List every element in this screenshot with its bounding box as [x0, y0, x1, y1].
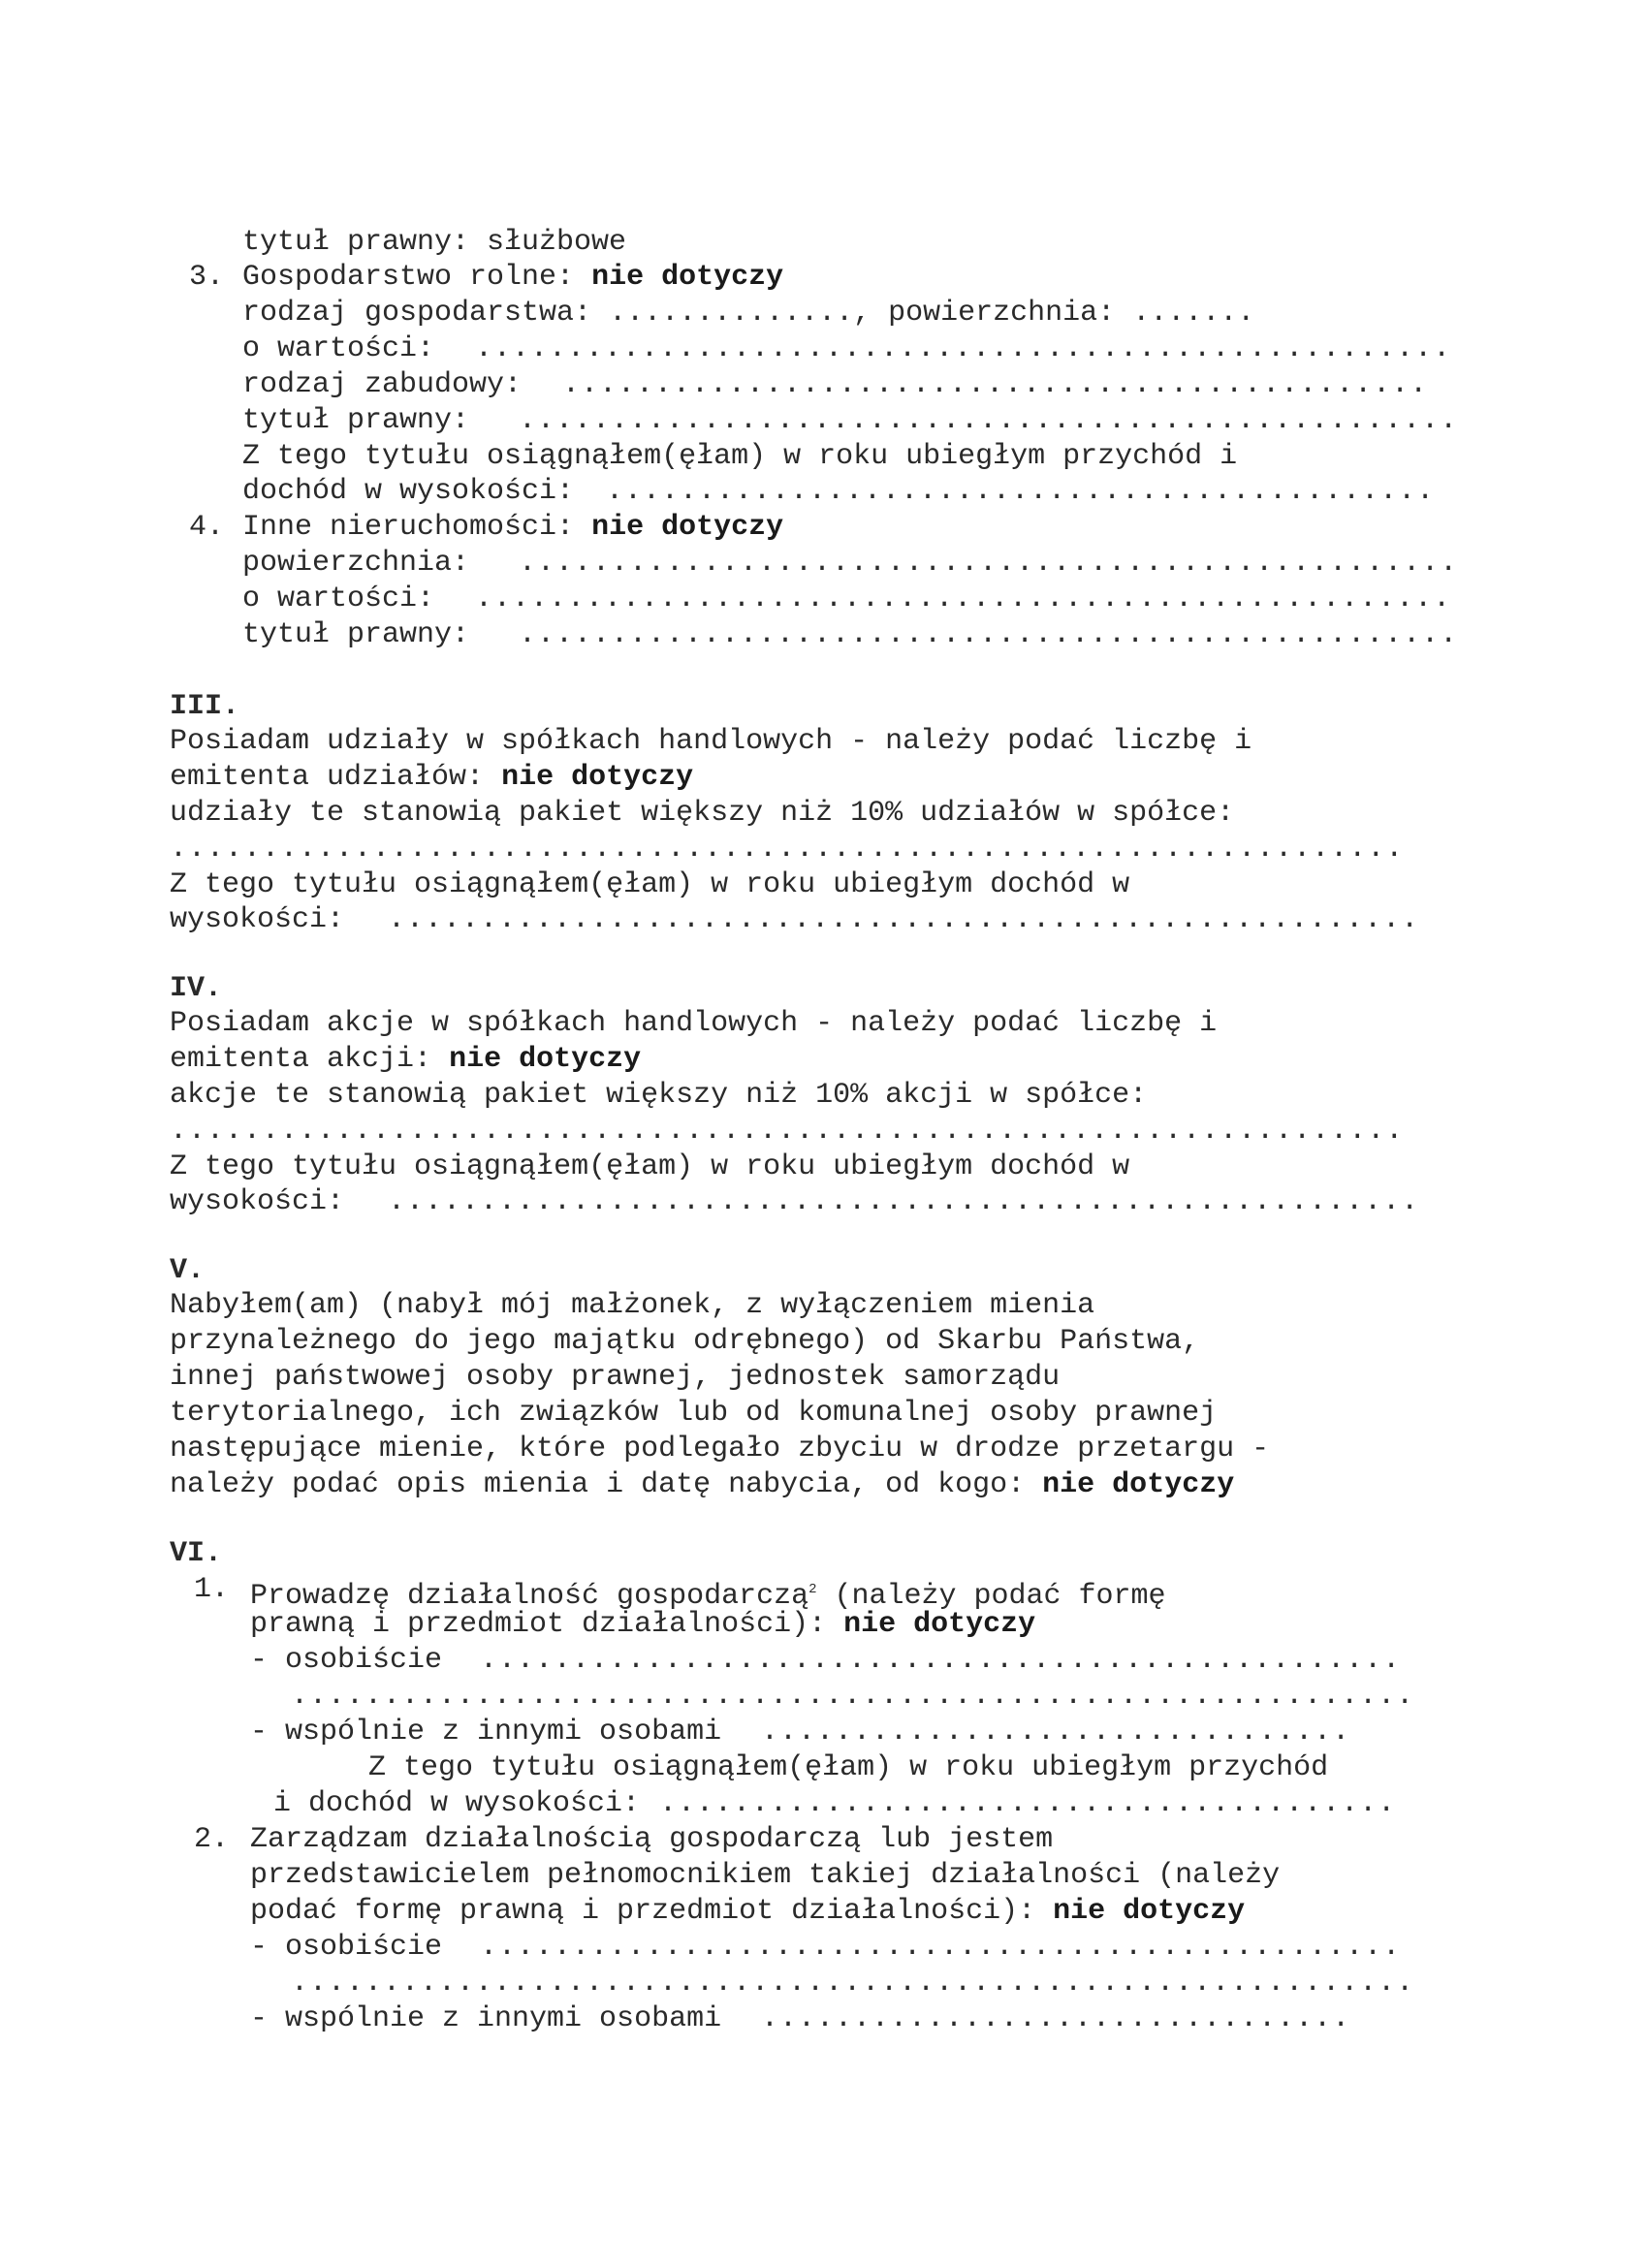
item3-area-dots: ....... — [1132, 297, 1255, 330]
section-iv-value: nie dotyczy — [449, 1043, 642, 1076]
vi-item1-jointly: - wspólnie z innymi osobami — [250, 1716, 722, 1748]
vi-item1-personally: - osobiście — [250, 1644, 443, 1677]
section-iv-label: emitenta akcji: — [170, 1043, 432, 1076]
item3-type-label: rodzaj gospodarstwa: — [242, 297, 592, 330]
vi-item2-personally: - osobiście — [250, 1931, 443, 1964]
item4-line — [242, 510, 783, 545]
section-iv-line2 — [170, 1042, 641, 1077]
item3-title-label: tytuł prawny: — [242, 404, 470, 437]
item3-label: Gospodarstwo rolne: — [242, 261, 575, 294]
section-v-line6 — [170, 1467, 1234, 1502]
item3-type-line — [242, 296, 1254, 331]
section-iii-value: nie dotyczy — [501, 761, 694, 794]
vi-item2-line2: przedstawicielem pełnomocnikiem takiej działalności (należy — [250, 1859, 1281, 1892]
section-iii-dots: ................................................................... — [170, 833, 1405, 866]
section-v-value: nie dotyczy — [1042, 1468, 1235, 1501]
item3-income-line1: Z tego tytułu osiągnąłem(ęłam) w roku ubiegłym przychód i — [242, 440, 1238, 473]
section-iii-line5: Z tego tytułu osiągnąłem(ęłam) w roku ubiegłym dochód w — [170, 868, 1130, 901]
vi-item2-personally-dots: .................................................. — [480, 1931, 1402, 1964]
vi-item2-value: nie dotyczy — [1053, 1895, 1246, 1928]
section-iii-income-dots: ........................................................ — [388, 903, 1420, 936]
item4-title-dots: ................................................... — [519, 618, 1459, 651]
vi-item1-personally-dots2: ............................................................. — [291, 1680, 1415, 1713]
vi-item1-label: prawną i przedmiot działalności): — [250, 1608, 827, 1641]
vi-item2-line1: Zarządzam działalnością gospodarczą lub jestem — [250, 1823, 1054, 1856]
vi-item1-text-b: (należy podać formę — [816, 1580, 1166, 1613]
section-vi-heading: VI. — [170, 1537, 223, 1570]
vi-item1-line2 — [250, 1607, 1035, 1642]
section-v-line3: innej państwowej osoby prawnej, jednostek samorządu — [170, 1361, 1061, 1394]
section-iii-label: emitenta udziałów: — [170, 761, 485, 794]
item4-worth-dots: ..................................................... — [475, 583, 1452, 615]
title-line: tytuł prawny: służbowe — [242, 226, 627, 259]
item3-type-dots: .............., — [609, 297, 872, 330]
item4-area-label: powierzchnia: — [242, 547, 470, 580]
vi-item2-jointly-dots: ................................ — [761, 2002, 1351, 2035]
vi-item1-income1: Z tego tytułu osiągnąłem(ęłam) w roku ubiegłym przychód — [368, 1751, 1329, 1784]
section-iii-line1: Posiadam udziały w spółkach handlowych - należy podać liczbę i — [170, 725, 1252, 758]
item4-label: Inne nieruchomości: — [242, 511, 575, 544]
item4-title-label: tytuł prawny: — [242, 618, 470, 651]
section-iv-dots: ................................................................... — [170, 1115, 1405, 1148]
vi-item1-jointly-dots: ................................ — [761, 1716, 1351, 1748]
item3-number: 3. — [189, 261, 225, 294]
item3-building-label: rodzaj zabudowy: — [242, 368, 523, 401]
section-iv-heading: IV. — [170, 972, 223, 1005]
vi-item1-text-a: Prowadzę działalność gospodarczą — [250, 1580, 809, 1613]
section-iii-line2 — [170, 760, 693, 795]
vi-item1-income-dots: ........................................ — [659, 1787, 1397, 1820]
item3-worth-dots: ..................................................... — [475, 332, 1452, 365]
item3-building-dots: ............................................... — [562, 368, 1429, 401]
item4-worth-label: o wartości: — [242, 583, 435, 615]
item3-title-dots: ................................................... — [519, 404, 1459, 437]
item3-line — [242, 260, 783, 295]
section-iii-line3: udziały te stanowią pakiet większy niż 10% udziałów w spółce: — [170, 797, 1235, 830]
vi-item2-personally-dots2: ............................................................. — [291, 1967, 1415, 2000]
vi-item1-personally-dots: .................................................. — [480, 1644, 1402, 1677]
section-v-line5: następujące mienie, które podlegało zbyciu w drodze przetargu - — [170, 1433, 1270, 1465]
vi-item2-jointly: - wspólnie z innymi osobami — [250, 2002, 722, 2035]
item4-area-dots: ................................................... — [519, 547, 1459, 580]
item3-income-line2: dochód w wysokości: — [242, 475, 575, 508]
section-v-line2: przynależnego do jego majątku odrębnego) od Skarbu Państwa, — [170, 1325, 1200, 1358]
section-v-label: należy podać opis mienia i datę nabycia, od kogo: — [170, 1468, 1026, 1501]
item3-worth-label: o wartości: — [242, 332, 435, 365]
section-iii-line6: wysokości: — [170, 903, 345, 936]
item3-value: nie dotyczy — [591, 261, 784, 294]
section-v-line1: Nabyłem(am) (nabył mój małżonek, z wyłączeniem mienia — [170, 1289, 1095, 1322]
section-v-line4: terytorialnego, ich związków lub od komunalnej osoby prawnej — [170, 1397, 1218, 1430]
vi-item2-line3 — [250, 1894, 1245, 1929]
vi-item2-label: podać formę prawną i przedmiot działalności): — [250, 1895, 1036, 1928]
section-iii-heading: III. — [170, 690, 240, 723]
footnote-ref: 2 — [808, 1582, 817, 1597]
section-v-heading: V. — [170, 1254, 206, 1287]
item4-value: nie dotyczy — [591, 511, 784, 544]
vi-item2-number: 2. — [194, 1823, 230, 1856]
vi-item1-value: nie dotyczy — [843, 1608, 1036, 1641]
item3-income-dots: ............................................. — [606, 475, 1436, 508]
section-iv-line6: wysokości: — [170, 1185, 345, 1218]
section-iv-income-dots: ........................................................ — [388, 1185, 1420, 1218]
section-iv-line1: Posiadam akcje w spółkach handlowych - należy podać liczbę i — [170, 1007, 1218, 1040]
vi-item1-income2: i dochód w wysokości: — [273, 1787, 641, 1820]
section-iv-line3: akcje te stanowią pakiet większy niż 10% akcji w spółce: — [170, 1079, 1148, 1112]
item4-number: 4. — [189, 511, 225, 544]
item3-area-label: powierzchnia: — [888, 297, 1116, 330]
vi-item1-number: 1. — [194, 1573, 230, 1606]
section-iv-line5: Z tego tytułu osiągnąłem(ęłam) w roku ubiegłym dochód w — [170, 1150, 1130, 1183]
